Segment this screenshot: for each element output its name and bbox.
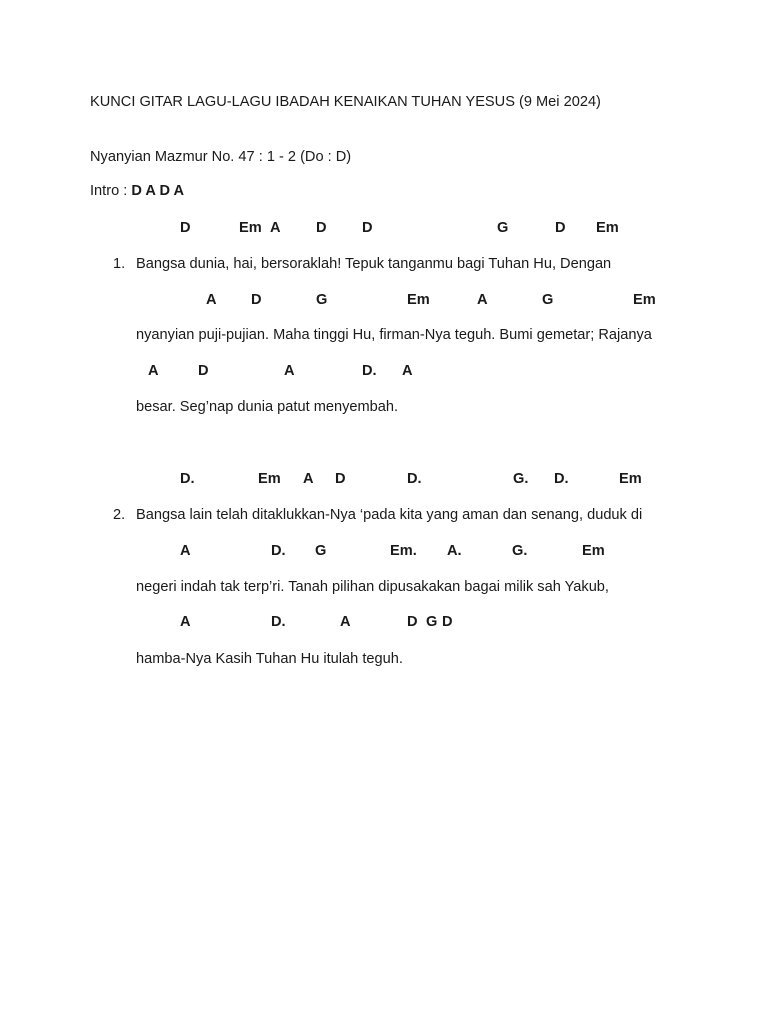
chord: A (206, 292, 217, 308)
lyric-line: nyanyian puji-pujian. Maha tinggi Hu, firman-Nya teguh. Bumi gemetar; Rajanya (136, 327, 652, 343)
chord: D. (554, 471, 569, 487)
verse-number: 1. (113, 256, 126, 272)
chord: G (542, 292, 554, 308)
chord: D (335, 471, 346, 487)
chord: Em (582, 543, 605, 559)
chord: Em. (390, 543, 417, 559)
chord: G (426, 614, 438, 630)
chord: D (555, 220, 566, 236)
chord: Em (407, 292, 430, 308)
chord: D (442, 614, 453, 630)
chord: G (315, 543, 327, 559)
lyric-line: negeri indah tak terp’ri. Tanah pilihan dipusakakan bagai milik sah Yakub, (136, 579, 609, 595)
chord: A (477, 292, 488, 308)
lyric-line: hamba-Nya Kasih Tuhan Hu itulah teguh. (136, 651, 403, 667)
verse-number: 2. (113, 507, 126, 523)
intro-chords: D A D A (131, 183, 185, 199)
chord: D (362, 220, 373, 236)
lyric-line: Bangsa dunia, hai, bersoraklah! Tepuk tanganmu bagi Tuhan Hu, Dengan (136, 256, 612, 272)
chord: D. (180, 471, 195, 487)
document-title: KUNCI GITAR LAGU-LAGU IBADAH KENAIKAN TUHAN YESUS (9 Mei 2024) (90, 94, 601, 110)
chord: A (180, 614, 191, 630)
intro-label: Intro : (90, 183, 128, 199)
lyric-line: besar. Seg’nap dunia patut menyembah. (136, 399, 399, 415)
chord: Em (258, 471, 281, 487)
chord: A (340, 614, 351, 630)
chord: A (303, 471, 314, 487)
chord: D. (271, 543, 286, 559)
chord: D (316, 220, 327, 236)
chord: G (316, 292, 328, 308)
chord: A. (447, 543, 462, 559)
chord: D. (407, 471, 422, 487)
chord: G. (513, 471, 529, 487)
song-heading: Nyanyian Mazmur No. 47 : 1 - 2 (Do : D) (90, 149, 352, 165)
intro-line (90, 182, 184, 200)
chord: A (270, 220, 281, 236)
chord: A (148, 363, 159, 379)
chord: G (497, 220, 509, 236)
chord: Em (619, 471, 642, 487)
chord: D. (271, 614, 286, 630)
chord: A (180, 543, 191, 559)
chord: Em (596, 220, 619, 236)
chord: G. (512, 543, 528, 559)
chord: A (284, 363, 295, 379)
chord: D (180, 220, 191, 236)
chord: D (407, 614, 418, 630)
chord: Em (633, 292, 656, 308)
chord: Em (239, 220, 262, 236)
chord: A (402, 363, 413, 379)
chord: D (251, 292, 262, 308)
lyric-line: Bangsa lain telah ditaklukkan-Nya ‘pada kita yang aman dan senang, duduk di (136, 507, 643, 523)
chord: D. (362, 363, 377, 379)
chord: D (198, 363, 209, 379)
